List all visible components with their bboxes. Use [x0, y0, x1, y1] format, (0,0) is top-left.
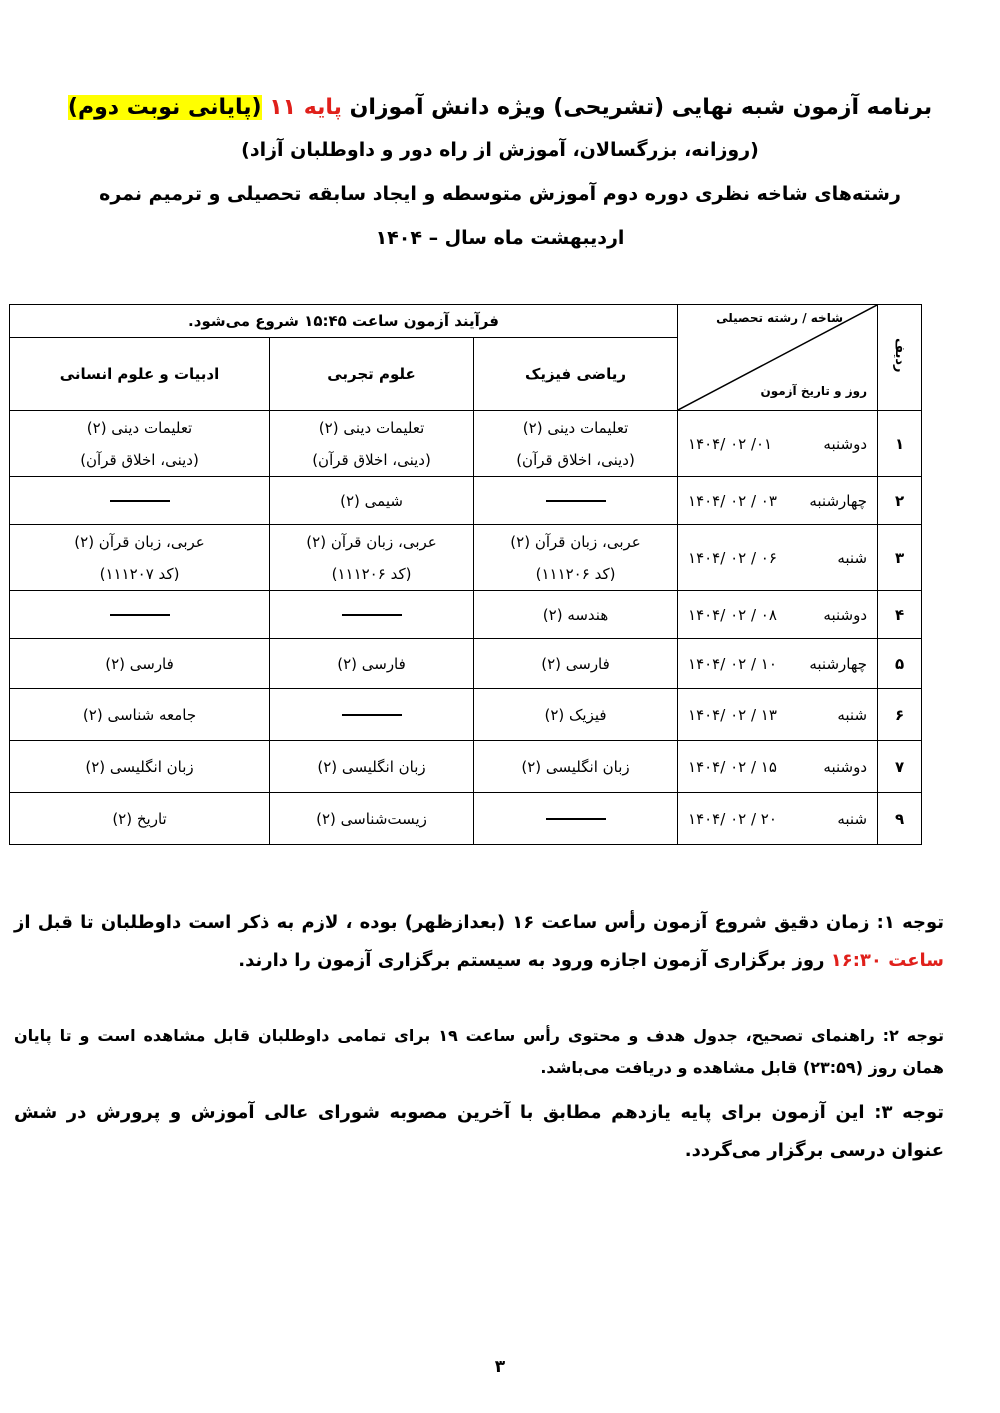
- no-exam-dash: [110, 500, 170, 502]
- no-exam-dash: [546, 500, 606, 502]
- exam-day: دوشنبه: [823, 757, 868, 776]
- exam-date-cell: [678, 477, 878, 525]
- subject-cell-lit: [10, 689, 270, 741]
- subject-cell-lit: [10, 591, 270, 639]
- row-number: ۲: [878, 477, 922, 525]
- subject-cell-sci: [270, 477, 474, 525]
- exam-day: شنبه: [837, 809, 868, 828]
- subject-name: هندسه (۲): [542, 605, 609, 624]
- exam-date-cell: [678, 793, 878, 845]
- subject-detail: (کد ۱۱۱۲۰۶): [331, 564, 412, 583]
- table-row: [10, 477, 922, 525]
- no-exam-dash: [110, 614, 170, 616]
- subject-name: زبان انگلیسی (۲): [85, 757, 194, 776]
- document-header: [0, 88, 1000, 260]
- subject-name: فارسی (۲): [337, 654, 406, 673]
- row-number: ۶: [878, 689, 922, 741]
- row-number: ۴: [878, 591, 922, 639]
- subject-name: عربی، زبان قرآن (۲): [306, 532, 437, 551]
- page-number: ۳: [494, 1357, 506, 1377]
- subject-name: تعلیمات دینی (۲): [318, 418, 425, 437]
- row-number-header: ردیف: [878, 305, 922, 411]
- note-1-continuation: روز برگزاری آزمون اجازه ورود به سیستم برگزاری آزمون را دارند.: [238, 950, 825, 971]
- subject-cell-sci: [270, 411, 474, 477]
- exam-day: دوشنبه: [823, 605, 868, 624]
- branch-label: شاخه / رشته تحصیلی: [716, 311, 844, 325]
- subject-name: فیزیک (۲): [544, 705, 607, 724]
- subject-name: زبان انگلیسی (۲): [521, 757, 630, 776]
- field-math-physics: ریاضی فیزیک: [474, 338, 678, 411]
- subject-cell-sci: [270, 741, 474, 793]
- subject-name: عربی، زبان قرآن (۲): [510, 532, 641, 551]
- subject-cell-lit: [10, 525, 270, 591]
- table-row: [10, 793, 922, 845]
- table-row: [10, 411, 922, 477]
- field-literature-humanities: ادبیات و علوم انسانی: [10, 338, 270, 411]
- subject-name: عربی، زبان قرآن (۲): [74, 532, 205, 551]
- exam-day: چهارشنبه: [809, 654, 868, 673]
- title-part-1: برنامه آزمون شبه نهایی (تشریحی) ویژه دانش آموزان: [349, 95, 933, 120]
- subject-name: جامعه شناسی (۲): [82, 705, 197, 724]
- subject-detail: (کد ۱۱۱۲۰۷): [99, 564, 180, 583]
- exam-date: ۱۴۰۴/ ۰۲ / ۰۸: [688, 605, 777, 624]
- exam-date: ۱۴۰۴/ ۰۲ / ۱۳: [688, 705, 777, 724]
- exam-date: ۱۴۰۴/ ۰۲ / ۱۰: [688, 654, 777, 673]
- diagonal-header-cell: [678, 305, 878, 411]
- process-start-notice: فرآیند آزمون ساعت ۱۵:۴۵ شروع می‌شود.: [10, 305, 678, 338]
- table-row: [10, 591, 922, 639]
- date-label: روز و تاریخ آزمون: [760, 384, 868, 398]
- subtitle-date: اردیبهشت ماه سال – ۱۴۰۴: [375, 227, 625, 249]
- title-grade: پایه ۱۱: [269, 95, 342, 120]
- subject-cell-lit: [10, 741, 270, 793]
- table-row: [10, 639, 922, 689]
- table-row: [10, 525, 922, 591]
- exam-day: شنبه: [837, 705, 868, 724]
- subject-cell-sci: [270, 793, 474, 845]
- subtitle-audience: (روزانه، بزرگسالان، آموزش از راه دور و داوطلبان آزاد): [241, 139, 759, 161]
- exam-date: ۱۴۰۴/ ۰۲ / ۱۵: [688, 757, 777, 776]
- subject-name: تعلیمات دینی (۲): [522, 418, 629, 437]
- subject-cell-sci: [270, 639, 474, 689]
- row-number: ۹: [878, 793, 922, 845]
- row-number: ۱: [878, 411, 922, 477]
- subject-cell-math: [474, 639, 678, 689]
- subject-name: زیست‌شناسی (۲): [316, 809, 427, 828]
- subject-detail: (دینی، اخلاق قرآن): [516, 450, 635, 469]
- subject-cell-math: [474, 793, 678, 845]
- exam-day: دوشنبه: [823, 434, 868, 453]
- subject-cell-sci: [270, 525, 474, 591]
- subject-name: زبان انگلیسی (۲): [317, 757, 426, 776]
- subtitle-branches: رشته‌های شاخه نظری دوره دوم آموزش متوسطه و ایجاد سابقه تحصیلی و ترمیم نمره: [99, 183, 901, 205]
- exam-date-cell: [678, 525, 878, 591]
- subject-cell-lit: [10, 793, 270, 845]
- subject-name: فارسی (۲): [105, 654, 174, 673]
- exam-date-cell: [678, 689, 878, 741]
- no-exam-dash: [342, 714, 402, 716]
- subject-cell-math: [474, 477, 678, 525]
- subject-cell-sci: [270, 591, 474, 639]
- table-row: [10, 689, 922, 741]
- exam-date: ۱۴۰۴/ ۰۲ / ۰۳: [688, 491, 777, 510]
- table-row: [10, 741, 922, 793]
- exam-date-cell: [678, 639, 878, 689]
- page-title: [0, 88, 1000, 128]
- exam-date-cell: [678, 411, 878, 477]
- exam-date: ۱۴۰۴/ ۰۲ /۰۱: [688, 434, 773, 453]
- exam-date-cell: [678, 591, 878, 639]
- note-1: [14, 904, 944, 980]
- row-number: ۷: [878, 741, 922, 793]
- subject-detail: (دینی، اخلاق قرآن): [80, 450, 199, 469]
- exam-date: ۱۴۰۴/ ۰۲ / ۲۰: [688, 809, 777, 828]
- exam-day: شنبه: [837, 548, 868, 567]
- subject-name: فارسی (۲): [541, 654, 610, 673]
- note-1-deadline: ساعت ۱۶:۳۰: [830, 950, 944, 971]
- field-experimental-sciences: علوم تجربی: [270, 338, 474, 411]
- subject-name: شیمی (۲): [340, 491, 403, 510]
- subject-detail: (کد ۱۱۱۲۰۶): [535, 564, 616, 583]
- exam-day: چهارشنبه: [809, 491, 868, 510]
- subject-detail: (دینی، اخلاق قرآن): [312, 450, 431, 469]
- exam-date: ۱۴۰۴/ ۰۲ / ۰۶: [688, 548, 777, 567]
- no-exam-dash: [342, 614, 402, 616]
- subject-cell-math: [474, 689, 678, 741]
- subject-cell-lit: [10, 639, 270, 689]
- no-exam-dash: [546, 818, 606, 820]
- note-3: توجه ۳: این آزمون برای پایه یازدهم مطابق با آخرین مصوبه شورای عالی آموزش و پرورش در شش عنوان درسی برگزار می‌گردد.: [14, 1102, 944, 1161]
- subject-cell-lit: [10, 411, 270, 477]
- row-number: ۳: [878, 525, 922, 591]
- note-1-text: توجه ۱: زمان دقیق شروع آزمون رأس ساعت ۱۶ (بعدازظهر) بوده ، لازم به ذکر است داوطلبان تا قبل از: [14, 912, 944, 933]
- title-highlight: (پایانی نوبت دوم): [67, 95, 262, 120]
- subject-cell-lit: [10, 477, 270, 525]
- subject-cell-math: [474, 741, 678, 793]
- row-number: ۵: [878, 639, 922, 689]
- subject-cell-sci: [270, 689, 474, 741]
- exam-schedule-table: [9, 304, 922, 845]
- subject-name: تاریخ (۲): [112, 809, 167, 828]
- subject-cell-math: [474, 411, 678, 477]
- subject-cell-math: [474, 591, 678, 639]
- subject-name: تعلیمات دینی (۲): [86, 418, 193, 437]
- note-2: توجه ۲: راهنمای تصحیح، جدول هدف و محتوی رأس ساعت ۱۹ برای تمامی داوطلبان قابل مشاهده است و تا پایان همان روز (۲۳:۵۹) قابل مشاهده و دریافت می‌باشد.: [14, 1026, 945, 1077]
- exam-date-cell: [678, 741, 878, 793]
- subject-cell-math: [474, 525, 678, 591]
